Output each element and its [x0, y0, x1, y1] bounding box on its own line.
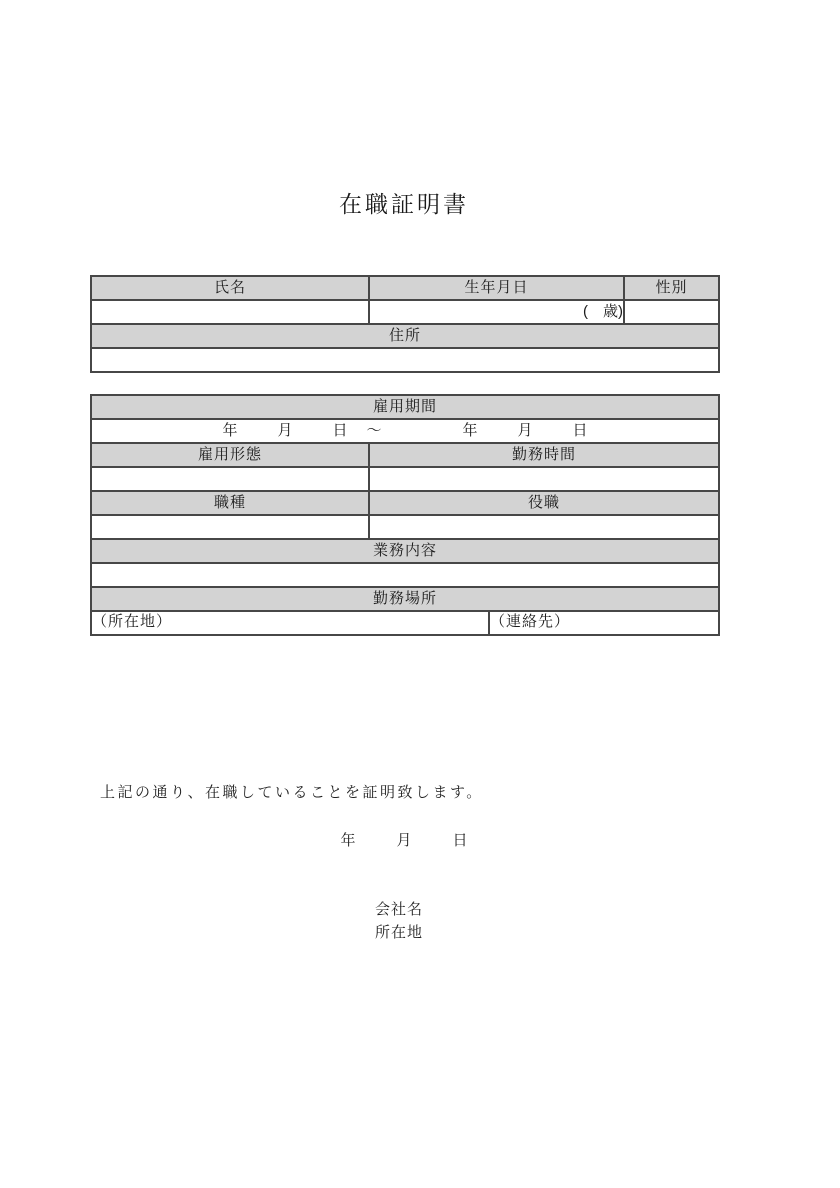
period-to-day-label: 日: [572, 422, 588, 439]
employment-type-header: 雇用形態: [91, 443, 369, 467]
table-row: [91, 467, 719, 491]
issue-date-line: [90, 832, 718, 850]
employment-period-header: 雇用期間: [91, 395, 719, 419]
document-title: 在職証明書: [339, 191, 469, 217]
gender-header: 性別: [624, 276, 719, 300]
table-row: [91, 443, 719, 467]
table-row: [91, 491, 719, 515]
address-value-cell: [91, 348, 719, 372]
employment-type-value-cell: [91, 467, 369, 491]
job-type-value-cell: [91, 515, 369, 539]
workplace-location-cell: （所在地）: [91, 611, 489, 635]
certification-statement: 上記の通り、在職していることを証明致します。: [100, 784, 484, 801]
table-row: [91, 419, 719, 443]
birthdate-header: 生年月日: [369, 276, 624, 300]
table-row: [91, 539, 719, 563]
employment-info-table: [90, 394, 720, 636]
table-row: [91, 587, 719, 611]
personal-info-table: [90, 275, 720, 373]
gender-value-cell: [624, 300, 719, 324]
table-row: [91, 395, 719, 419]
company-address-label: 所在地: [375, 924, 424, 941]
position-value-cell: [369, 515, 719, 539]
date-year-label: 年: [340, 832, 356, 849]
address-header: 住所: [91, 324, 719, 348]
table-row: [91, 611, 719, 635]
employment-period-line: [92, 421, 718, 441]
date-day-label: 日: [452, 832, 468, 849]
table-row: [91, 348, 719, 372]
period-to-year-label: 年: [462, 422, 478, 439]
name-header: 氏名: [91, 276, 369, 300]
duties-header: 業務内容: [91, 539, 719, 563]
workplace-header: 勤務場所: [91, 587, 719, 611]
birthdate-value-cell: ( 歳): [369, 300, 624, 324]
name-value-cell: [91, 300, 369, 324]
table-row: [91, 276, 719, 300]
job-type-header: 職種: [91, 491, 369, 515]
working-hours-value-cell: [369, 467, 719, 491]
table-row: [91, 515, 719, 539]
period-tilde: ～: [366, 422, 382, 439]
document-body: [90, 0, 718, 944]
working-hours-header: 勤務時間: [369, 443, 719, 467]
date-month-label: 月: [396, 832, 412, 849]
period-from-year-label: 年: [222, 422, 238, 439]
company-signature-block: [375, 898, 718, 944]
period-from-day-label: 日: [332, 422, 348, 439]
company-name-label: 会社名: [375, 901, 424, 918]
workplace-contact-cell: （連絡先）: [489, 611, 719, 635]
period-from-month-label: 月: [277, 422, 293, 439]
table-row: [91, 300, 719, 324]
position-header: 役職: [369, 491, 719, 515]
duties-value-cell: [91, 563, 719, 587]
table-row: [91, 563, 719, 587]
period-to-month-label: 月: [517, 422, 533, 439]
table-row: [91, 324, 719, 348]
employment-period-value-cell: [91, 419, 719, 443]
